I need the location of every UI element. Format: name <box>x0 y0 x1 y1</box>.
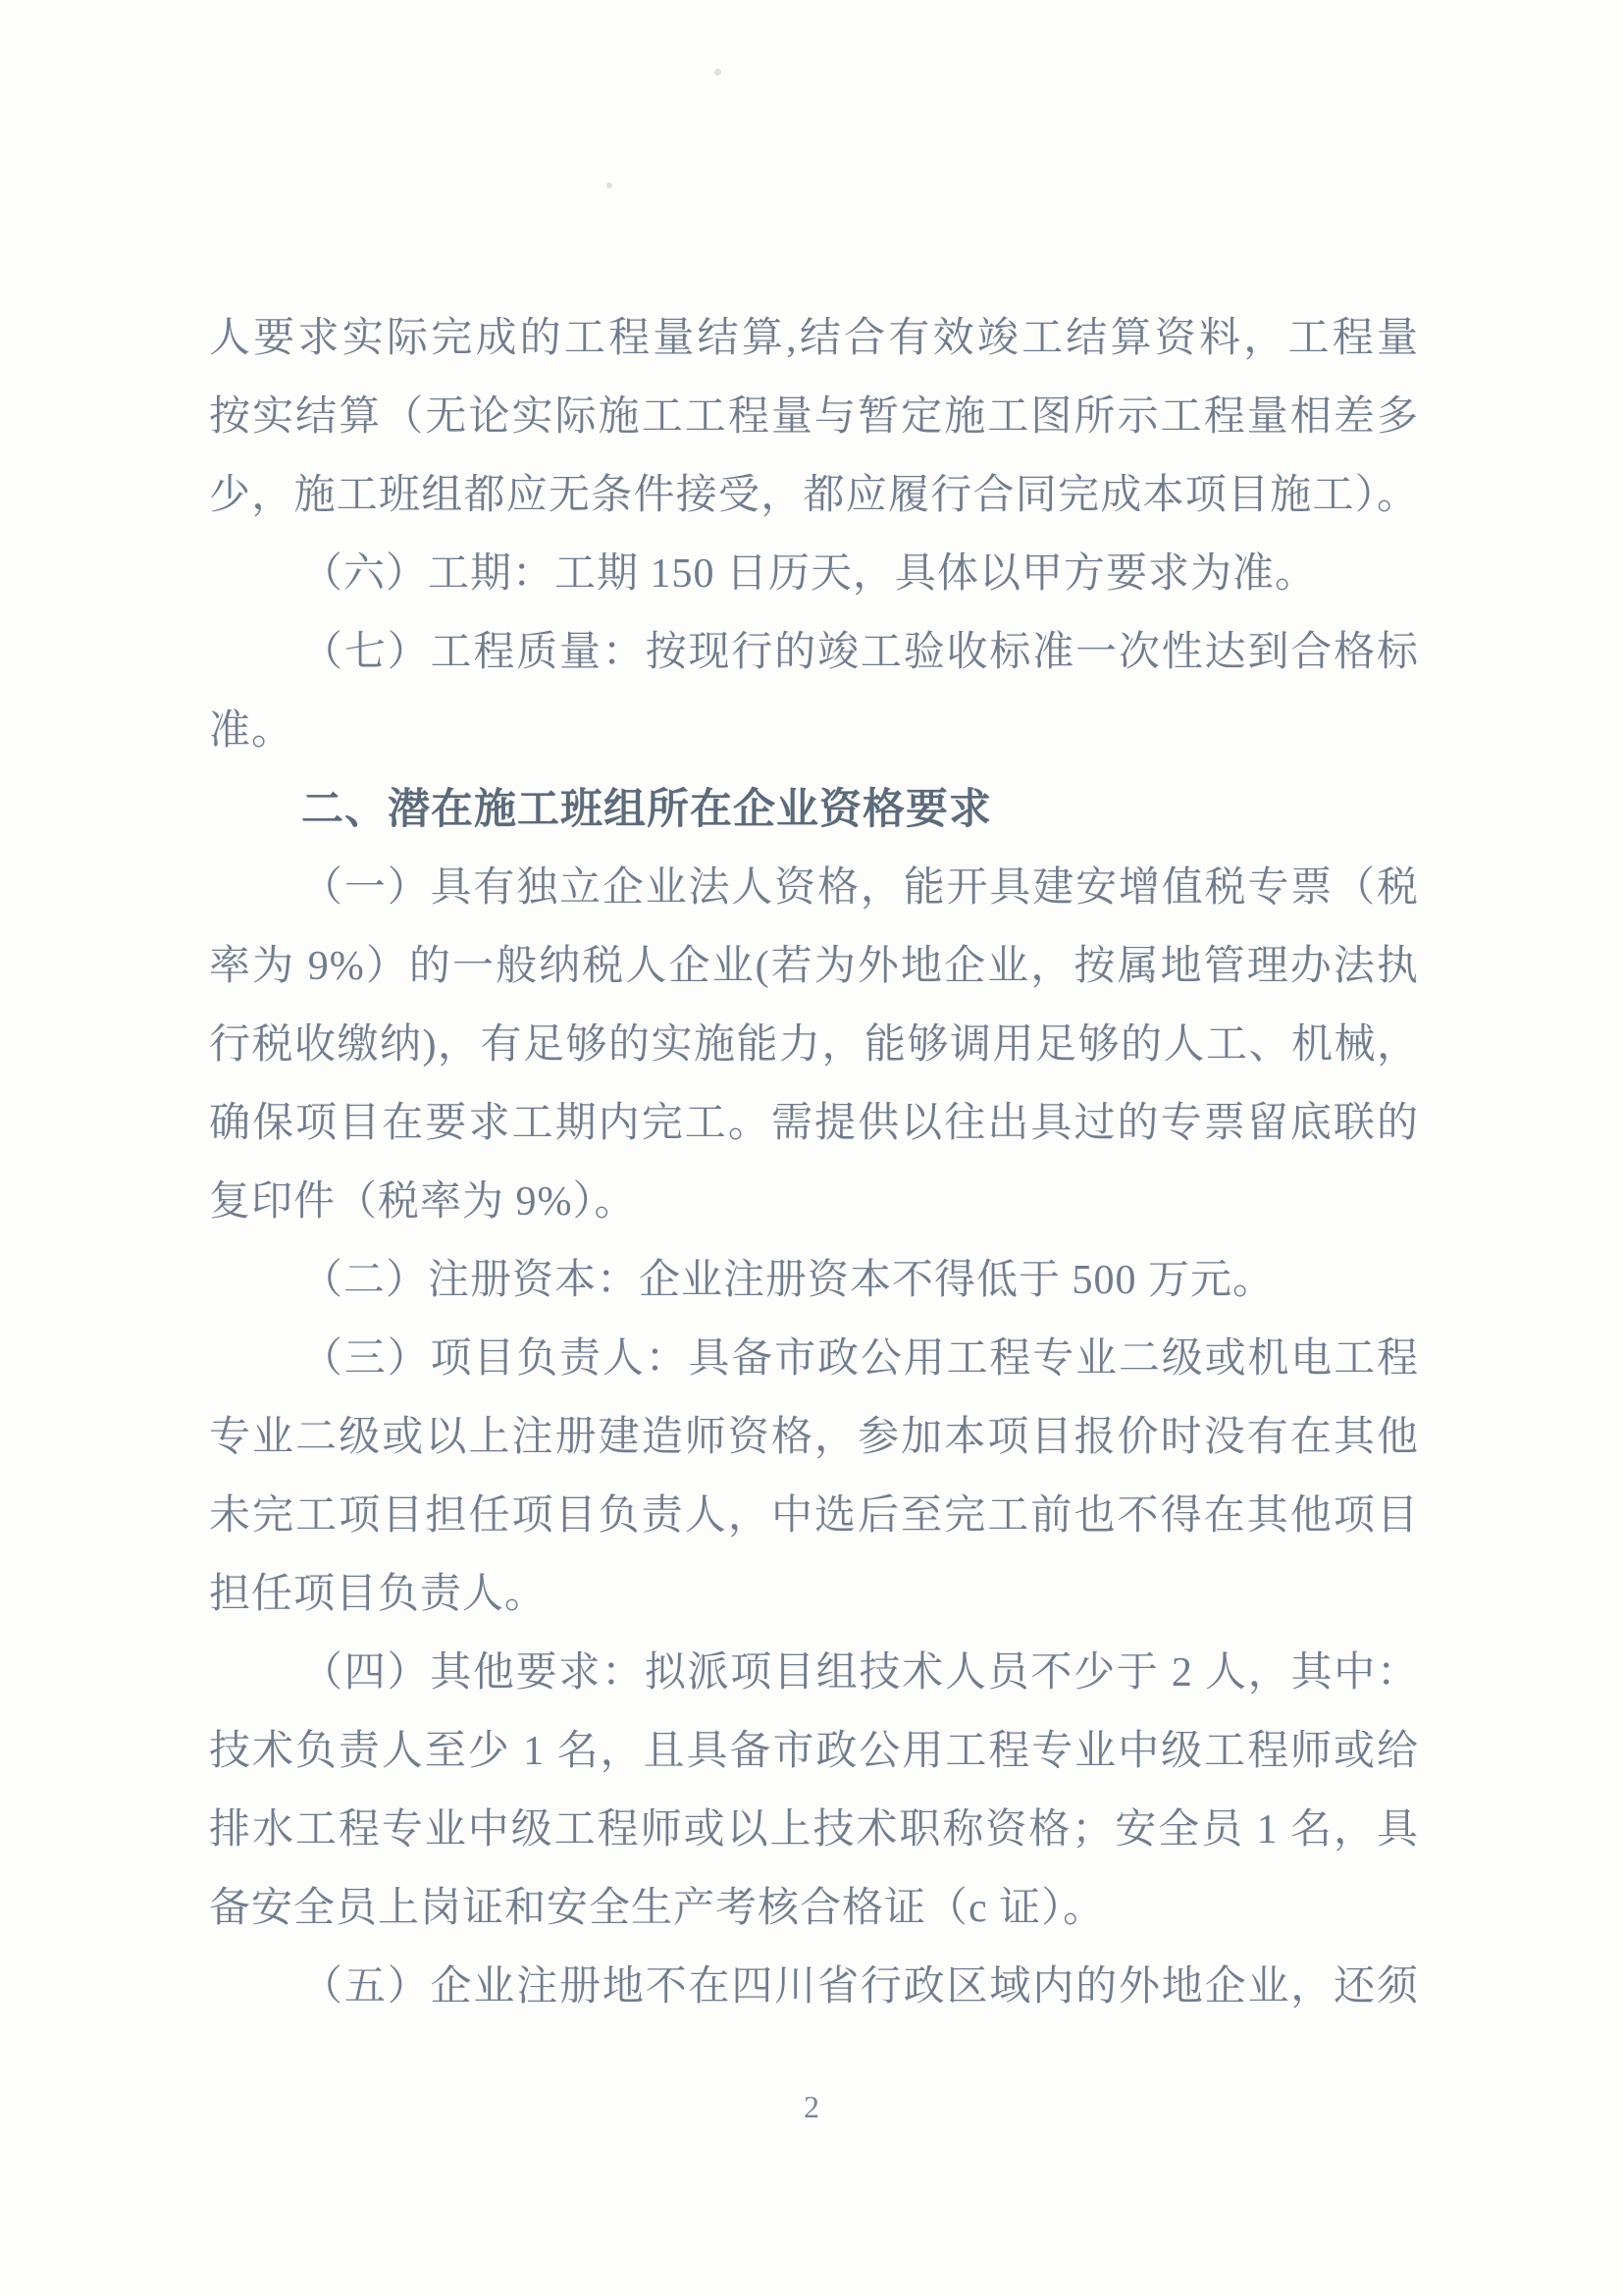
text-line: 按实结算（无论实际施工工程量与暂定施工图所示工程量相差多 <box>209 394 1419 440</box>
scan-speck <box>714 69 721 76</box>
text-line: 确保项目在要求工期内完工。需提供以往出具过的专票留底联的 <box>209 1101 1419 1146</box>
text-line: （三）项目负责人：具备市政公用工程专业二级或机电工程 <box>301 1336 1419 1382</box>
text-line: 技术负责人至少 1 名，且具备市政公用工程专业中级工程师或给 <box>209 1729 1419 1774</box>
text-line: 人要求实际完成的工程量结算,结合有效竣工结算资料，工程量 <box>209 316 1419 361</box>
text-line: 专业二级或以上注册建造师资格，参加本项目报价时没有在其他 <box>209 1415 1419 1460</box>
text-line: （七）工程质量：按现行的竣工验收标准一次性达到合格标 <box>301 630 1419 675</box>
text-line: 备安全员上岗证和安全生产考核合格证（c 证）。 <box>209 1886 1106 1931</box>
text-line: 行税收缴纳)，有足够的实施能力，能够调用足够的人工、机械， <box>209 1022 1419 1068</box>
text-line: （六）工期：工期 150 日历天，具体以甲方要求为准。 <box>301 551 1318 597</box>
text-line: （二）注册资本：企业注册资本不得低于 500 万元。 <box>301 1258 1276 1303</box>
text-line: 复印件（税率为 9%）。 <box>209 1179 637 1225</box>
text-line: 率为 9%）的一般纳税人企业(若为外地企业，按属地管理办法执 <box>209 944 1419 989</box>
text-line: 排水工程专业中级工程师或以上技术职称资格；安全员 1 名，具 <box>209 1807 1419 1852</box>
text-line: 准。 <box>209 708 294 754</box>
text-line: （四）其他要求：拟派项目组技术人员不少于 2 人，其中： <box>301 1650 1419 1696</box>
text-line: 少，施工班组都应无条件接受，都应履行合同完成本项目施工）。 <box>209 473 1419 518</box>
document-body <box>209 299 1419 2026</box>
text-line: 担任项目负责人。 <box>209 1572 548 1617</box>
text-line: （一）具有独立企业法人资格，能开具建安增值税专票（税 <box>301 865 1419 911</box>
section-heading: 二、潜在施工班组所在企业资格要求 <box>301 786 992 833</box>
page-number: 2 <box>804 2089 819 2124</box>
text-line: （五）企业注册地不在四川省行政区域内的外地企业，还须 <box>301 1964 1419 2009</box>
text-line: 未完工项目担任项目负责人，中选后至完工前也不得在其他项目 <box>209 1493 1419 1539</box>
scan-speck <box>606 183 612 188</box>
